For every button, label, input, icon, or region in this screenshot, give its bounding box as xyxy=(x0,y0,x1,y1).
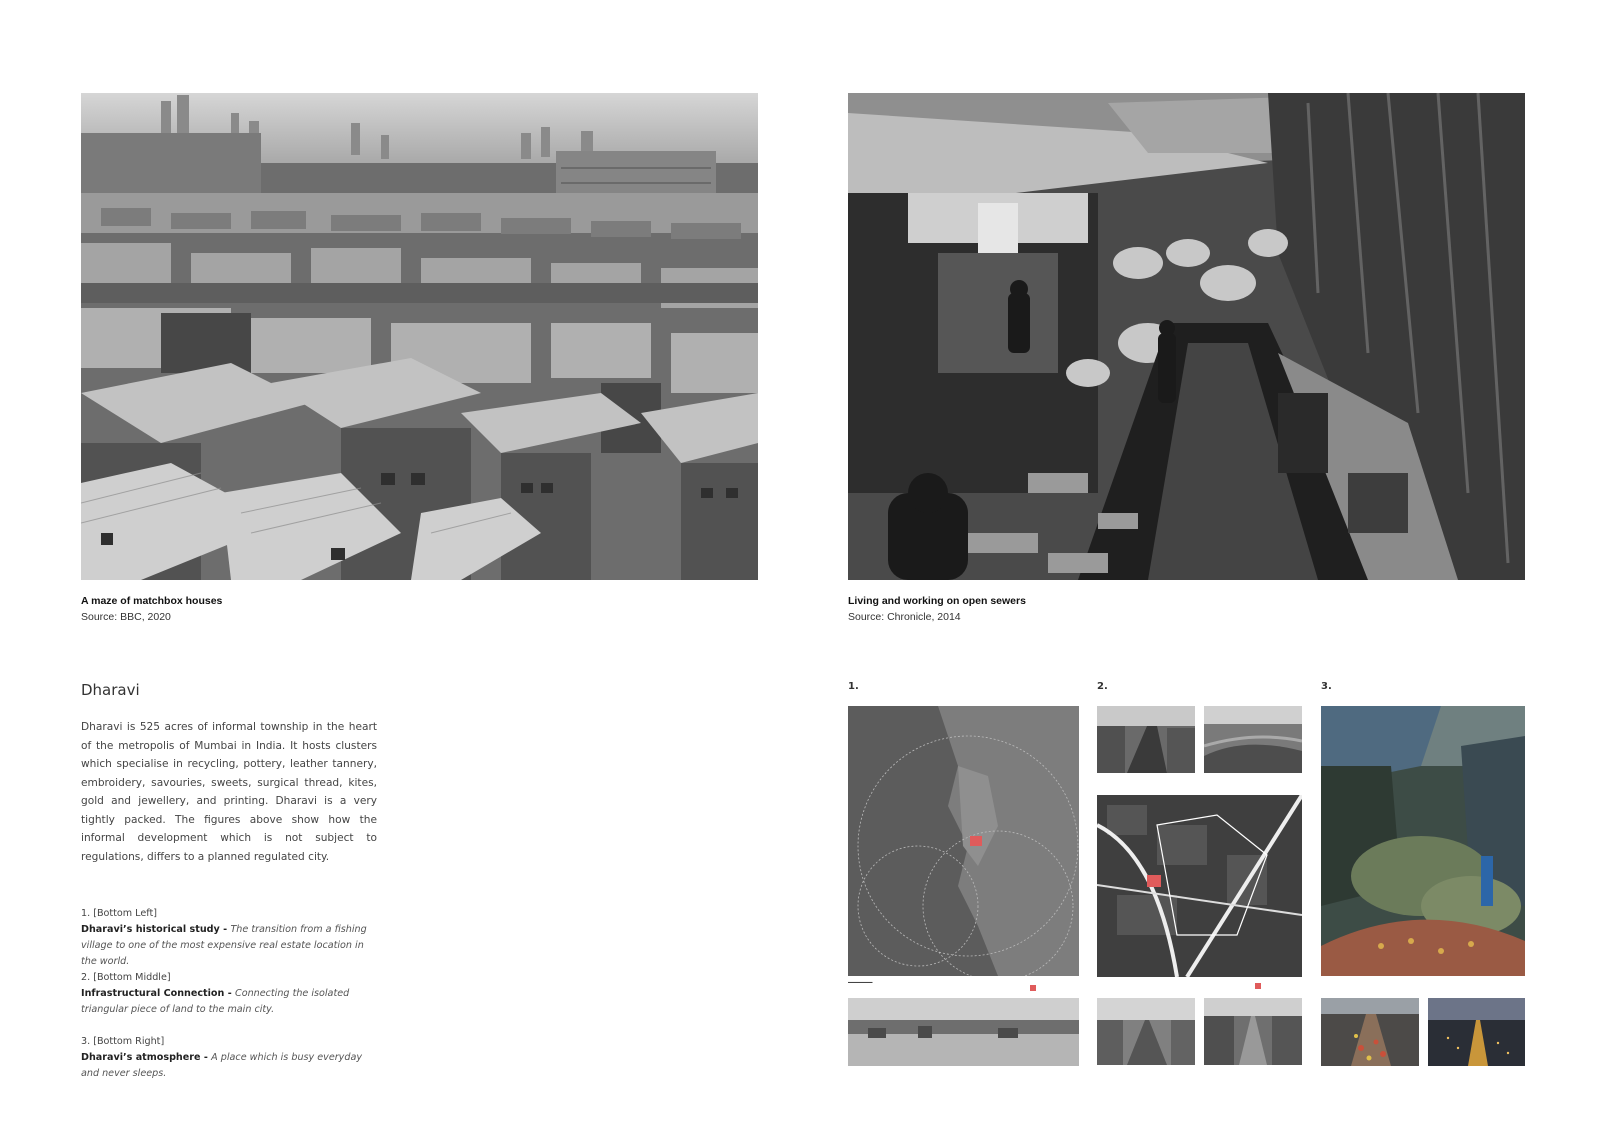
open-sewer-photo xyxy=(1097,706,1195,773)
intro-paragraph: Dharavi is 525 acres of informal township in the heart of the metropolis of Mumbai in India. It hosts clusters which specialise in recycling, pottery, leather tannery, embroidery, savouries, sweets, surgical thread, kites, gold and jewellery, and printing. Dharavi is a very tightly packed. The figures above show how the informal development which is not subject to regulations, differs to a planned regulated city. xyxy=(81,721,377,863)
market-atmosphere-photo xyxy=(1321,706,1525,976)
note-number: 2. [Bottom Middle] xyxy=(81,972,171,983)
photo-caption-right xyxy=(848,595,1026,623)
busy-street-photo xyxy=(1321,998,1419,1066)
note-3 xyxy=(81,1034,377,1082)
street-photo xyxy=(1204,998,1302,1065)
rooftops-photo xyxy=(81,93,758,580)
note-text: Connecting the isolated triangular piece of land to the main city. xyxy=(81,988,350,1015)
note-text: A place which is busy everyday and never sleeps. xyxy=(81,1052,363,1079)
legend-swatch xyxy=(1030,985,1036,991)
highway-photo xyxy=(1097,998,1195,1065)
mahim-creek-photo xyxy=(1204,706,1302,773)
historical-map xyxy=(848,706,1079,976)
section-heading: Dharavi xyxy=(81,681,140,699)
note-2 xyxy=(81,970,377,1018)
caption-source: Source: Chronicle, 2014 xyxy=(848,611,961,623)
legend-swatch xyxy=(1255,983,1261,989)
infrastructure-aerial-map xyxy=(1097,795,1302,977)
note-1 xyxy=(81,906,377,970)
panel-label-2: 2. xyxy=(1097,681,1108,692)
note-title: Infrastructural Connection - xyxy=(81,988,236,999)
note-title: Dharavi’s historical study - xyxy=(81,924,231,935)
fishing-village-photo xyxy=(848,998,1079,1066)
panel-label-1: 1. xyxy=(848,681,859,692)
map-caption: ▬▬▬▬▬▬▬ xyxy=(848,980,873,984)
caption-source: Source: BBC, 2020 xyxy=(81,611,171,623)
note-number: 1. [Bottom Left] xyxy=(81,908,157,919)
note-number: 3. [Bottom Right] xyxy=(81,1036,165,1047)
sewer-alley-photo xyxy=(848,93,1525,580)
caption-title: A maze of matchbox houses xyxy=(81,595,223,607)
caption-title: Living and working on open sewers xyxy=(848,595,1026,607)
note-text: The transition from a fishing village to one of the most expensive real estate location in the world. xyxy=(81,924,367,967)
panel-label-3: 3. xyxy=(1321,681,1332,692)
night-view-photo xyxy=(1428,998,1525,1066)
note-title: Dharavi’s atmosphere - xyxy=(81,1052,212,1063)
photo-caption-left xyxy=(81,595,222,623)
